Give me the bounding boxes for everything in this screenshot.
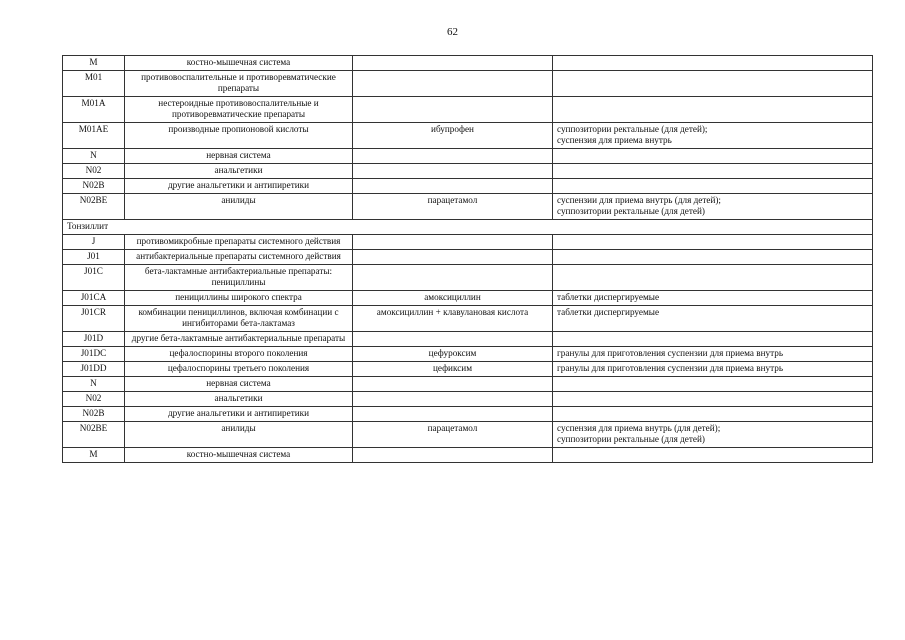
table-row: [63, 123, 873, 149]
drug-cell: амоксициллин + клавулановая кислота: [353, 306, 553, 332]
code-cell: J01DC: [63, 347, 125, 362]
group-cell: производные пропионовой кислоты: [125, 123, 353, 149]
table-row: [63, 265, 873, 291]
form-cell: гранулы для приготовления суспензии для приема внутрь: [553, 362, 873, 377]
code-cell: M01AE: [63, 123, 125, 149]
table-row: [63, 235, 873, 250]
code-cell: M01: [63, 71, 125, 97]
table-row: [63, 392, 873, 407]
table-row: [63, 407, 873, 422]
code-cell: J01D: [63, 332, 125, 347]
group-cell: противомикробные препараты системного действия: [125, 235, 353, 250]
form-cell: [553, 235, 873, 250]
drug-cell: [353, 56, 553, 71]
table-row: [63, 347, 873, 362]
group-cell: анальгетики: [125, 392, 353, 407]
group-cell: противовоспалительные и противоревматические препараты: [125, 71, 353, 97]
form-cell: [553, 265, 873, 291]
group-cell: другие бета-лактамные антибактериальные препараты: [125, 332, 353, 347]
drug-cell: [353, 235, 553, 250]
group-cell: пенициллины широкого спектра: [125, 291, 353, 306]
table-row: [63, 306, 873, 332]
table-row: [63, 164, 873, 179]
form-cell: [553, 407, 873, 422]
code-cell: N02B: [63, 179, 125, 194]
drug-cell: [353, 332, 553, 347]
table-row: [63, 422, 873, 448]
group-cell: нестероидные противовоспалительные и противоревматические препараты: [125, 97, 353, 123]
page-number: 62: [447, 26, 458, 38]
drug-cell: [353, 377, 553, 392]
code-cell: J: [63, 235, 125, 250]
drug-cell: [353, 179, 553, 194]
form-cell: [553, 179, 873, 194]
code-cell: N: [63, 377, 125, 392]
form-cell: [553, 377, 873, 392]
code-cell: M01A: [63, 97, 125, 123]
table-row: [63, 332, 873, 347]
table-row: [63, 71, 873, 97]
table-row: [63, 149, 873, 164]
drug-cell: [353, 164, 553, 179]
code-cell: N02BE: [63, 422, 125, 448]
drug-cell: парацетамол: [353, 422, 553, 448]
section-label: Тонзиллит: [63, 220, 873, 235]
group-cell: нервная система: [125, 149, 353, 164]
form-cell: [553, 392, 873, 407]
group-cell: цефалоспорины третьего поколения: [125, 362, 353, 377]
form-cell: [553, 332, 873, 347]
drug-cell: цефуроксим: [353, 347, 553, 362]
table-row: [63, 179, 873, 194]
group-cell: нервная система: [125, 377, 353, 392]
drug-cell: ибупрофен: [353, 123, 553, 149]
drug-cell: [353, 250, 553, 265]
group-cell: цефалоспорины второго поколения: [125, 347, 353, 362]
code-cell: J01C: [63, 265, 125, 291]
form-cell: гранулы для приготовления суспензии для приема внутрь: [553, 347, 873, 362]
drug-cell: [353, 149, 553, 164]
drug-cell: амоксициллин: [353, 291, 553, 306]
drug-cell: [353, 392, 553, 407]
code-cell: J01DD: [63, 362, 125, 377]
drug-cell: [353, 448, 553, 463]
form-cell: [553, 250, 873, 265]
drug-cell: [353, 265, 553, 291]
drug-cell: цефиксим: [353, 362, 553, 377]
form-cell: таблетки диспергируемые: [553, 306, 873, 332]
table-body: [63, 56, 873, 463]
code-cell: N02: [63, 392, 125, 407]
table-row: [63, 448, 873, 463]
form-cell: [553, 56, 873, 71]
code-cell: N02: [63, 164, 125, 179]
group-cell: антибактериальные препараты системного действия: [125, 250, 353, 265]
form-cell: суспензии для приема внутрь (для детей); суппозитории ректальные (для детей): [553, 194, 873, 220]
code-cell: N02B: [63, 407, 125, 422]
code-cell: J01: [63, 250, 125, 265]
drug-classification-table: [62, 55, 873, 463]
form-cell: [553, 164, 873, 179]
table-row: [63, 56, 873, 71]
form-cell: таблетки диспергируемые: [553, 291, 873, 306]
section-row: [63, 220, 873, 235]
group-cell: костно-мышечная система: [125, 56, 353, 71]
table-row: [63, 194, 873, 220]
table-row: [63, 97, 873, 123]
table-row: [63, 362, 873, 377]
group-cell: другие анальгетики и антипиретики: [125, 407, 353, 422]
form-cell: суспензия для приема внутрь (для детей); суппозитории ректальные (для детей): [553, 422, 873, 448]
group-cell: анальгетики: [125, 164, 353, 179]
drug-cell: [353, 71, 553, 97]
code-cell: M: [63, 448, 125, 463]
code-cell: N: [63, 149, 125, 164]
form-cell: суппозитории ректальные (для детей); суспензия для приема внутрь: [553, 123, 873, 149]
group-cell: анилиды: [125, 422, 353, 448]
table-row: [63, 291, 873, 306]
form-cell: [553, 448, 873, 463]
form-cell: [553, 71, 873, 97]
table-row: [63, 250, 873, 265]
group-cell: другие анальгетики и антипиретики: [125, 179, 353, 194]
code-cell: J01CA: [63, 291, 125, 306]
form-cell: [553, 149, 873, 164]
group-cell: анилиды: [125, 194, 353, 220]
table-row: [63, 377, 873, 392]
group-cell: комбинации пенициллинов, включая комбинации с ингибиторами бета-лактамаз: [125, 306, 353, 332]
drug-cell: парацетамол: [353, 194, 553, 220]
drug-cell: [353, 407, 553, 422]
form-cell: [553, 97, 873, 123]
code-cell: J01CR: [63, 306, 125, 332]
drug-cell: [353, 97, 553, 123]
group-cell: бета-лактамные антибактериальные препараты: пенициллины: [125, 265, 353, 291]
group-cell: костно-мышечная система: [125, 448, 353, 463]
code-cell: N02BE: [63, 194, 125, 220]
code-cell: M: [63, 56, 125, 71]
